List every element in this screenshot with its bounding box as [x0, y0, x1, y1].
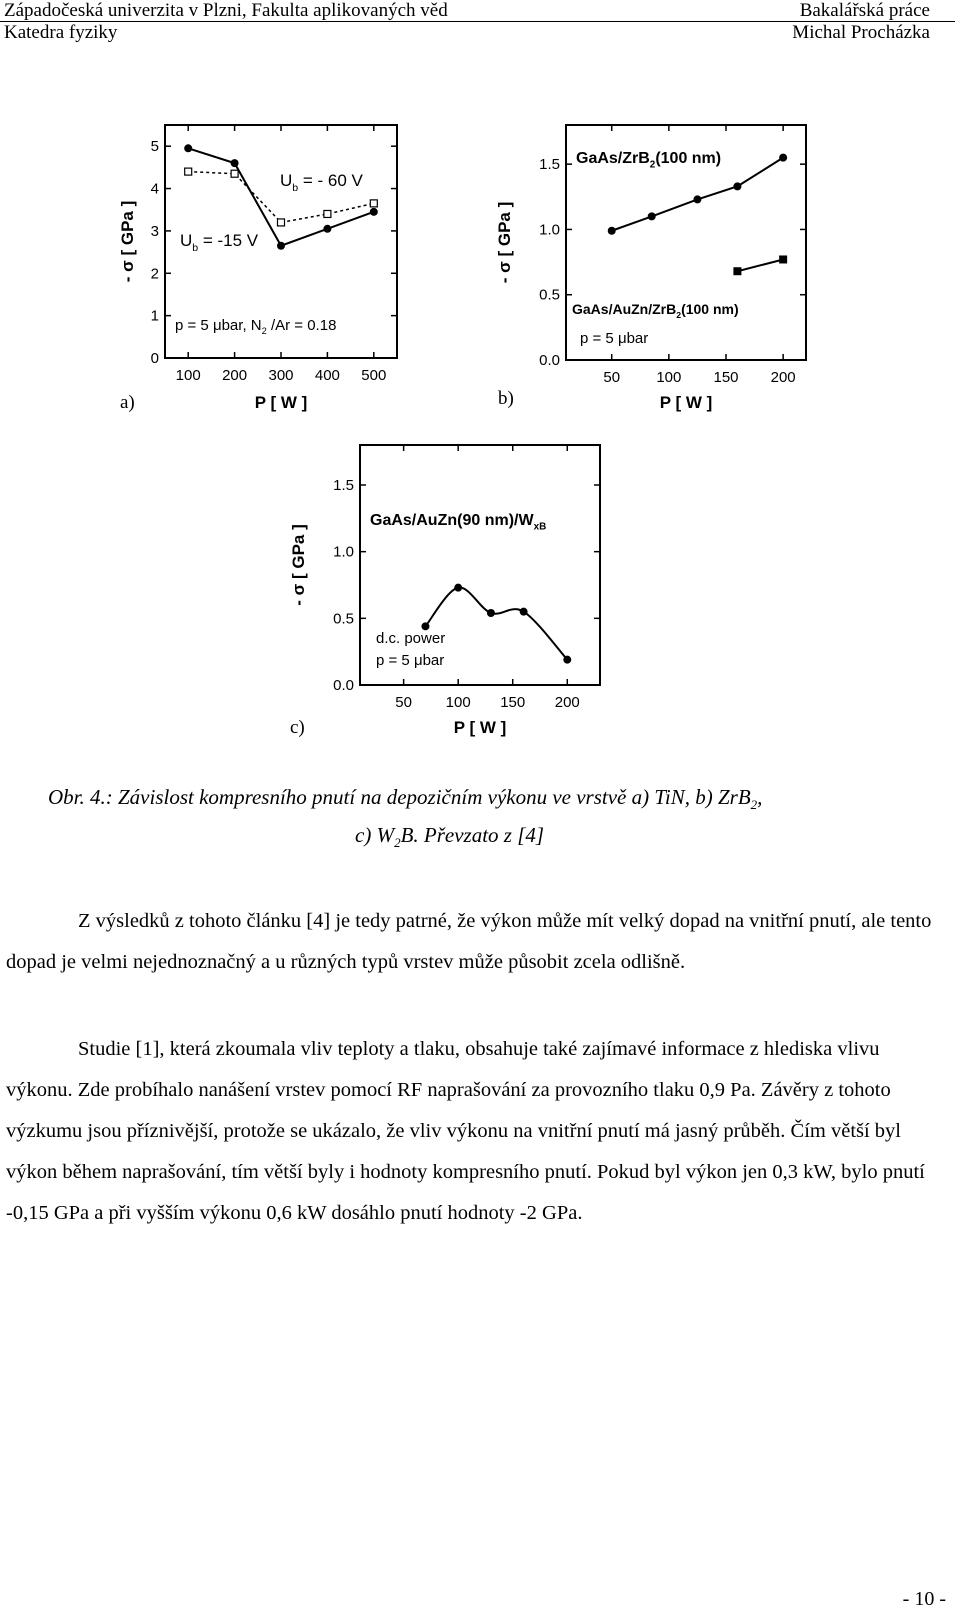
page-number: - 10 -	[902, 1588, 946, 1610]
paragraph-2: Studie [1], která zkoumala vliv teploty a tlaku, obsahuje také zajímavé informace z hlediska vlivu výkonu. Zde probíhalo nanášení vrstev pomocí RF naprašování za provozního tlaku 0,9 Pa. Závěry z tohoto výzkumu jsou příznivější, protože se ukázalo, že vliv výkonu na vnitřní pnutí má jasný průběh. Čím větší byl výkon během naprašování, tím větší byly i hodnoty kompresního pnutí. Pokud byl výkon jen 0,3 kW, bylo pnutí -0,15 GPa a při vyšším výkonu 0,6 kW dosáhlo pnutí hodnoty -2 GPa.	[6, 1038, 925, 1224]
x-tick-label: 100	[445, 694, 471, 711]
x-tick-label: 100	[656, 369, 682, 386]
y-tick-label: 1.0	[333, 543, 354, 561]
annotation: p = 5 μbar	[580, 330, 649, 347]
data-point	[324, 210, 331, 217]
y-tick-label: 3	[150, 222, 159, 240]
data-point	[184, 144, 192, 152]
caption-text-2a: c) W	[355, 823, 395, 847]
annotation: p = 5 μbar	[376, 652, 445, 669]
header-author: Michal Procházka	[792, 22, 930, 43]
annotation: $U_b = -15$ V	[180, 231, 259, 254]
y-tick-label: 1	[150, 307, 159, 325]
series-line	[425, 588, 567, 660]
data-point	[370, 200, 377, 207]
header-thesis-type: Bakalářská práce	[799, 0, 930, 21]
data-point	[487, 609, 495, 617]
figure-caption-line2	[355, 823, 755, 851]
y-tick-label: 4	[150, 180, 159, 198]
annotation: GaAs/AuZn(90 $nm)/W_{xB}$	[370, 512, 547, 533]
panel-b-label: b)	[498, 388, 514, 409]
data-point	[323, 225, 331, 233]
figure-caption-line1	[48, 785, 948, 813]
x-tick-label: 200	[554, 694, 580, 711]
data-point	[693, 195, 701, 203]
header-institution: Západočeská univerzita v Plzni, Fakulta aplikovaných věd	[4, 0, 448, 21]
series-line	[737, 259, 783, 271]
caption-tail-1: ,	[757, 785, 763, 809]
x-tick-label: 500	[361, 367, 387, 384]
caption-text-2b: B. Převzato z [4]	[400, 823, 545, 847]
paragraph-1: Z výsledků z tohoto článku [4] je tedy patrné, že výkon může mít velký dopad na vnitřní pnutí, ale tento dopad je velmi nejednoznačný a u různých typů vrstev může působit zcela odlišně.	[6, 910, 932, 973]
y-tick-label: 0.0	[539, 352, 560, 369]
y-tick-label: 0.5	[539, 286, 560, 304]
x-axis-label: P [ W ]	[659, 393, 713, 412]
x-tick-label: 300	[268, 367, 294, 384]
header-department: Katedra fyziky	[4, 22, 118, 43]
y-tick-label: 0	[150, 350, 159, 367]
annotation: p = 5 μbar, $N_2$ /Ar = 0.18	[175, 317, 337, 337]
y-tick-label: 0.5	[333, 610, 354, 628]
data-point	[278, 219, 285, 226]
data-point	[733, 267, 741, 275]
panel-c-label: c)	[290, 717, 305, 738]
annotation: d.c. power	[376, 630, 446, 647]
y-tick-label: 1.5	[539, 156, 560, 174]
data-point	[454, 584, 462, 592]
y-axis-label: - σ [ GPa ]	[495, 201, 514, 284]
x-tick-label: 200	[222, 367, 248, 384]
x-tick-label: 200	[770, 369, 796, 386]
x-tick-label: 50	[603, 369, 621, 386]
y-tick-label: 0.0	[333, 677, 354, 694]
annotation: GaAs/AuZn/ZrB$_2$(100 nm)	[572, 301, 739, 320]
data-point	[779, 154, 787, 162]
annotation: GaAs/ZrB$_2$(100 nm)	[576, 150, 722, 171]
data-point	[370, 208, 378, 216]
y-tick-label: 2	[150, 265, 159, 283]
y-tick-label: 1.0	[539, 221, 560, 239]
annotation: $U_b$ = - 60 V	[280, 171, 363, 194]
data-point	[779, 255, 787, 263]
plot-frame	[360, 445, 600, 685]
series-line	[612, 158, 783, 231]
x-tick-label: 150	[713, 369, 739, 386]
data-point	[608, 227, 616, 235]
caption-sub-2: 2	[394, 835, 401, 851]
x-tick-label: 400	[314, 367, 340, 384]
data-point	[185, 168, 192, 175]
data-point	[231, 170, 238, 177]
y-axis-label: - σ [ GPa ]	[118, 200, 137, 283]
figure	[0, 0, 960, 760]
data-point	[277, 242, 285, 250]
data-point	[648, 212, 656, 220]
y-tick-label: 5	[150, 138, 159, 156]
y-axis-label: - σ [ GPa ]	[289, 524, 308, 606]
caption-text-1: Obr. 4.: Závislost kompresního pnutí na depozičním výkonu ve vrstvě a) TiN, b) ZrB	[48, 785, 751, 809]
caption-sub-1: 2	[750, 797, 758, 813]
chart-a	[118, 125, 397, 412]
x-tick-label: 100	[175, 367, 201, 384]
data-point	[563, 656, 571, 664]
x-tick-label: 150	[500, 694, 526, 711]
data-point	[520, 608, 528, 616]
chart-c	[289, 445, 600, 737]
x-axis-label: P [ W ]	[254, 393, 308, 412]
data-point	[231, 159, 239, 167]
panel-a-label: a)	[120, 392, 135, 413]
chart-b	[495, 125, 806, 412]
data-point	[733, 182, 741, 190]
x-axis-label: P [ W ]	[453, 718, 507, 737]
y-tick-label: 1.5	[333, 477, 354, 494]
x-tick-label: 50	[395, 694, 412, 711]
